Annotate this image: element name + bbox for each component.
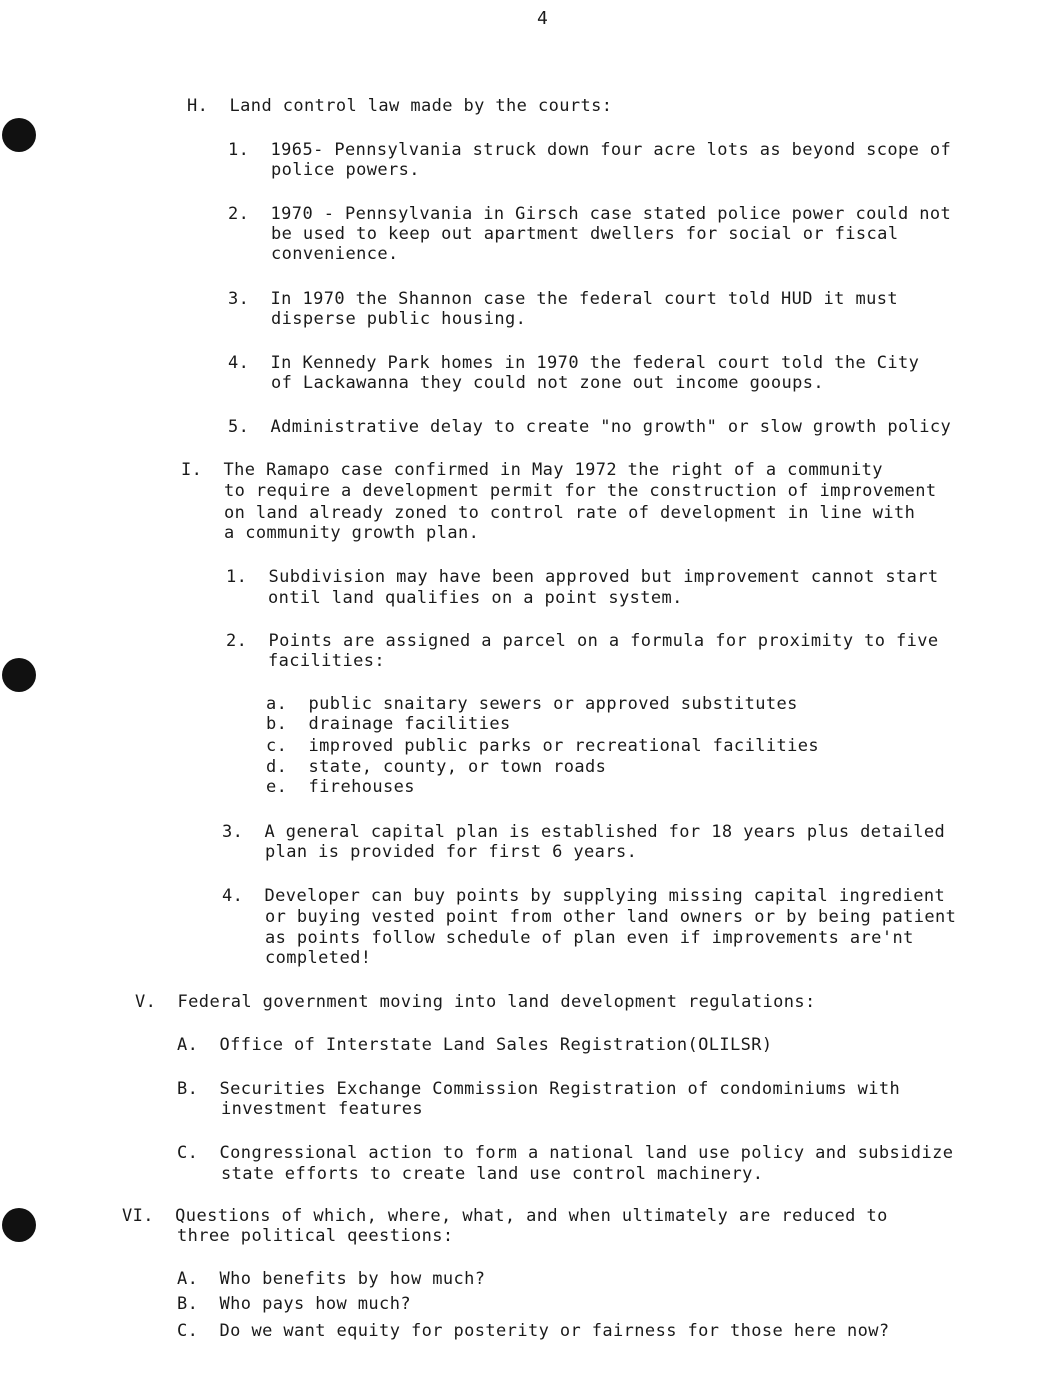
text-line: 3. In 1970 the Shannon case the federal court told HUD it must bbox=[228, 289, 898, 309]
text-line: three political qeestions: bbox=[177, 1226, 454, 1246]
text-line: disperse public housing. bbox=[271, 309, 527, 329]
text-line: 2. Points are assigned a parcel on a formula for proximity to five bbox=[226, 631, 939, 651]
text-line: convenience. bbox=[271, 244, 399, 264]
section-i-heading: I. The Ramapo case confirmed in May 1972 the right of a community bbox=[181, 460, 883, 480]
list-item: c. improved public parks or recreational facilities bbox=[266, 736, 820, 756]
text-line: completed! bbox=[265, 948, 372, 968]
list-item: e. firehouses bbox=[266, 777, 415, 797]
text-line: 4. Developer can buy points by supplying missing capital ingredient bbox=[222, 886, 946, 906]
list-item: C. Do we want equity for posterity or fairness for those here now? bbox=[177, 1321, 890, 1341]
text-line: 1. 1965- Pennsylvania struck down four acre lots as beyond scope of bbox=[228, 140, 952, 160]
text-line: 4. In Kennedy Park homes in 1970 the federal court told the City bbox=[228, 353, 920, 373]
section-v-heading: V. Federal government moving into land development regulations: bbox=[135, 992, 816, 1012]
text-line: police powers. bbox=[271, 160, 420, 180]
text-line: to require a development permit for the construction of improvement bbox=[224, 481, 937, 501]
list-item: B. Who pays how much? bbox=[177, 1294, 411, 1314]
list-item: d. state, county, or town roads bbox=[266, 757, 607, 777]
page-number: 4 bbox=[537, 8, 549, 29]
text-line: of Lackawanna they could not zone out income gooups. bbox=[271, 373, 825, 393]
section-vi-heading: VI. Questions of which, where, what, and when ultimately are reduced to bbox=[122, 1206, 888, 1226]
text-line: investment features bbox=[221, 1099, 424, 1119]
binder-hole bbox=[2, 118, 36, 152]
list-item: A. Who benefits by how much? bbox=[177, 1269, 486, 1289]
text-line: 1. Subdivision may have been approved but improvement cannot start bbox=[226, 567, 939, 587]
text-line: as points follow schedule of plan even if improvements are'nt bbox=[265, 928, 914, 948]
text-line: A. Office of Interstate Land Sales Registration(OLILSR) bbox=[177, 1035, 773, 1055]
text-line: a community growth plan. bbox=[224, 523, 480, 543]
section-h-heading: H. Land control law made by the courts: bbox=[187, 96, 613, 116]
text-line: C. Congressional action to form a national land use policy and subsidize bbox=[177, 1143, 954, 1163]
text-line: ontil land qualifies on a point system. bbox=[268, 588, 683, 608]
list-item: b. drainage facilities bbox=[266, 714, 511, 734]
binder-hole bbox=[2, 658, 36, 692]
text-line: state efforts to create land use control machinery. bbox=[221, 1164, 764, 1184]
text-line: on land already zoned to control rate of development in line with bbox=[224, 503, 916, 523]
text-line: or buying vested point from other land owners or by being patient bbox=[265, 907, 957, 927]
list-item: a. public snaitary sewers or approved substitutes bbox=[266, 694, 798, 714]
binder-hole bbox=[2, 1208, 36, 1242]
text-line: B. Securities Exchange Commission Registration of condominiums with bbox=[177, 1079, 901, 1099]
text-line: 2. 1970 - Pennsylvania in Girsch case stated police power could not bbox=[228, 204, 952, 224]
text-line: 5. Administrative delay to create "no growth" or slow growth policy bbox=[228, 417, 952, 437]
text-line: 3. A general capital plan is established for 18 years plus detailed bbox=[222, 822, 946, 842]
text-line: plan is provided for first 6 years. bbox=[265, 842, 638, 862]
text-line: be used to keep out apartment dwellers for social or fiscal bbox=[271, 224, 899, 244]
text-line: facilities: bbox=[268, 651, 385, 671]
